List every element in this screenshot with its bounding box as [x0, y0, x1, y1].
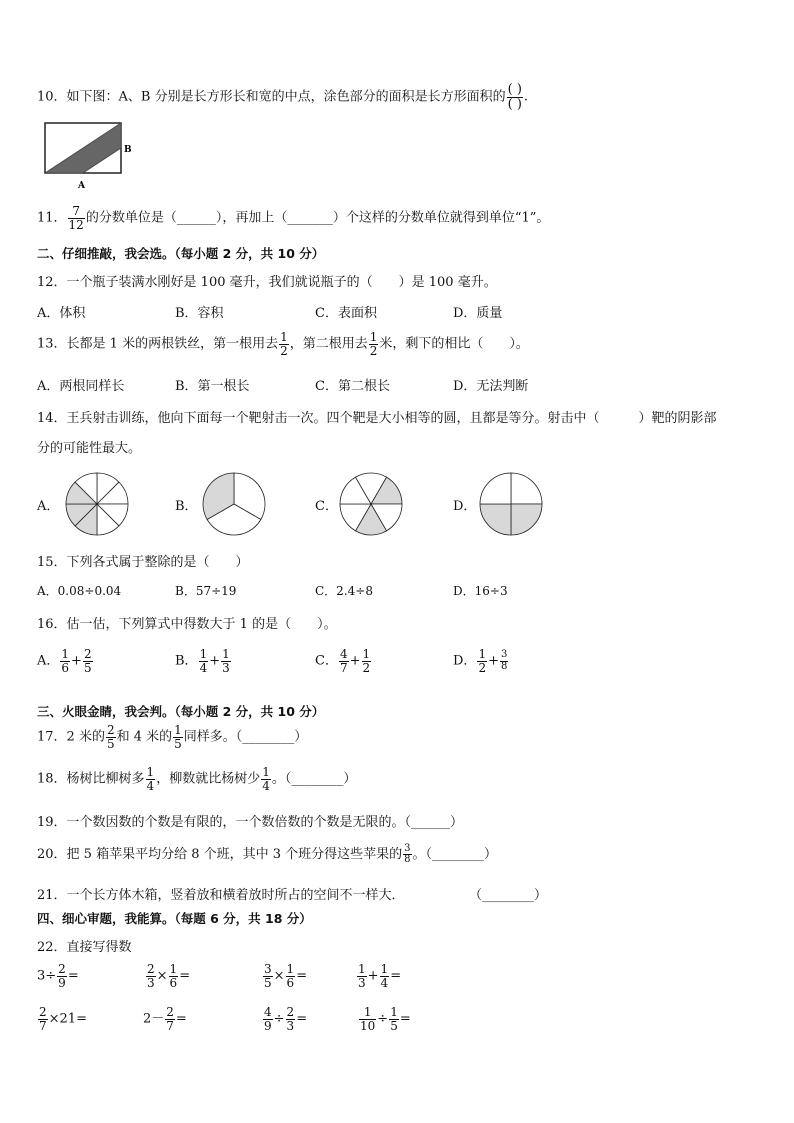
calc-3: $\frac{3}{5}$ × $\frac{1}{6}$ = — [264, 962, 308, 990]
calc-1: 3÷ $\frac{2}{9}$ = — [37, 962, 79, 990]
q16-option-b[interactable]: B． $\frac{1}{4}$ + $\frac{1}{3}$ — [175, 647, 230, 675]
label-a: A — [78, 181, 85, 191]
q15-option-a[interactable]: A．0.08÷0.04 — [37, 584, 122, 598]
question-13: 13．长都是 1 米的两根铁丝，第一根用去 $\frac{1}{2}$ ，第二根用去 $\frac{1}{2}$ 米，剩下的相比（ ）。 — [37, 330, 529, 358]
question-15: 15．下列各式属于整除的是（ ） — [37, 555, 249, 570]
calc-5: $\frac{2}{7}$ ×21= — [39, 1005, 87, 1033]
q13-fraction-2: $\frac{1}{2}$ — [369, 330, 378, 358]
q16-option-c[interactable]: C． $\frac{4}{7}$ + $\frac{1}{2}$ — [315, 647, 371, 675]
section-3-heading: 三、火眼金睛，我会判。（每小题 2 分，共 10 分） — [37, 704, 325, 719]
question-18: 18．杨树比柳树多 $\frac{1}{4}$ ，柳数就比杨树少 $\frac{1}{4}$ 。（________） — [37, 765, 357, 793]
rectangle-figure — [40, 118, 140, 193]
question-20: 20．把 5 箱苹果平均分给 8 个班，其中 3 个班分得这些苹果的 $\frac{3}{8}$ 。（________） — [37, 842, 498, 865]
question-14-line-2: 分的可能性最大。 — [37, 441, 142, 456]
q16-option-a[interactable]: A． $\frac{1}{6}$ + $\frac{2}{5}$ — [37, 647, 92, 675]
question-21: 21．一个长方体木箱，竖着放和横着放时所占的空间不一样大． — [37, 888, 405, 903]
q13-option-c[interactable]: C．第二根长 — [315, 379, 390, 394]
q12-option-a[interactable]: A．体积 — [37, 306, 86, 321]
q15-option-d[interactable]: D．16÷3 — [453, 584, 508, 598]
q10-fraction: ( ) ( ) — [507, 82, 522, 112]
question-11: 11． $\frac{7}{12}$ 的分数单位是（______），再加上（_______）个这样的分数单位就得到单位“1”。 — [37, 204, 550, 232]
target-c[interactable] — [338, 471, 404, 537]
q14-option-b[interactable]: B． — [175, 499, 198, 514]
calc-4: $\frac{1}{3}$ + $\frac{1}{4}$ = — [358, 962, 402, 990]
q14-option-a[interactable]: A． — [37, 499, 60, 514]
q12-option-c[interactable]: C．表面积 — [315, 306, 377, 321]
question-22-title: 22．直接写得数 — [37, 940, 132, 955]
question-16: 16．估一估，下列算式中得数大于 1 的是（ ）。 — [37, 617, 337, 632]
section-2-heading: 二、仔细推敲，我会选。（每小题 2 分，共 10 分） — [37, 246, 325, 261]
q12-option-b[interactable]: B．容积 — [175, 306, 224, 321]
calc-8: $\frac{1}{10}$ ÷ $\frac{1}{5}$ = — [360, 1005, 411, 1033]
q10-text: 10．如下图：A、B 分别是长方形长和宽的中点，涂色部分的面积是长方形面积的 — [37, 89, 506, 105]
question-17: 17．2 米的 $\frac{2}{5}$ 和 4 米的 $\frac{1}{5}$ 同样多。（________） — [37, 723, 308, 751]
target-a[interactable] — [64, 471, 130, 537]
question-19: 19．一个数因数的个数是有限的，一个数倍数的个数是无限的。（______） — [37, 815, 464, 830]
q11-fraction: $\frac{7}{12}$ — [68, 204, 84, 232]
q13-option-d[interactable]: D．无法判断 — [453, 379, 529, 394]
q12-option-d[interactable]: D．质量 — [453, 306, 503, 321]
q13-option-b[interactable]: B．第一根长 — [175, 379, 250, 394]
target-b[interactable] — [201, 471, 267, 537]
question-10: 10．如下图：A、B 分别是长方形长和宽的中点，涂色部分的面积是长方形面积的 ( ) ( ) . — [37, 82, 529, 112]
section-4-heading: 四、细心审题，我能算。（每题 6 分，共 18 分） — [37, 911, 312, 926]
question-12: 12．一个瓶子装满水刚好是 100 毫升，我们就说瓶子的（ ）是 100 毫升。 — [37, 275, 497, 290]
q15-option-b[interactable]: B．57÷19 — [175, 584, 237, 598]
q14-option-d[interactable]: D． — [453, 499, 477, 514]
q13-fraction-1: $\frac{1}{2}$ — [280, 330, 288, 358]
calc-6: 2－ $\frac{2}{7}$ = — [143, 1005, 187, 1033]
calc-2: $\frac{2}{3}$ × $\frac{1}{6}$ = — [147, 962, 191, 990]
q13-option-a[interactable]: A．两根同样长 — [37, 379, 125, 394]
q14-option-c[interactable]: C． — [315, 499, 338, 514]
calc-7: $\frac{4}{9}$ ÷ $\frac{2}{3}$ = — [264, 1005, 308, 1033]
q21-answer-blank[interactable]: （________） — [469, 888, 548, 903]
label-b: B — [124, 145, 132, 155]
q15-option-c[interactable]: C．2.4÷8 — [315, 584, 373, 598]
question-14-line-1: 14．王兵射击训练，他向下面每一个靶射击一次。四个靶是大小相等的圆，且都是等分。射击中（ ）靶的阴影部 — [37, 411, 717, 426]
target-d[interactable] — [478, 471, 544, 537]
q16-option-d[interactable]: D． $\frac{1}{2}$ + $\frac{3}{8}$ — [453, 647, 508, 675]
